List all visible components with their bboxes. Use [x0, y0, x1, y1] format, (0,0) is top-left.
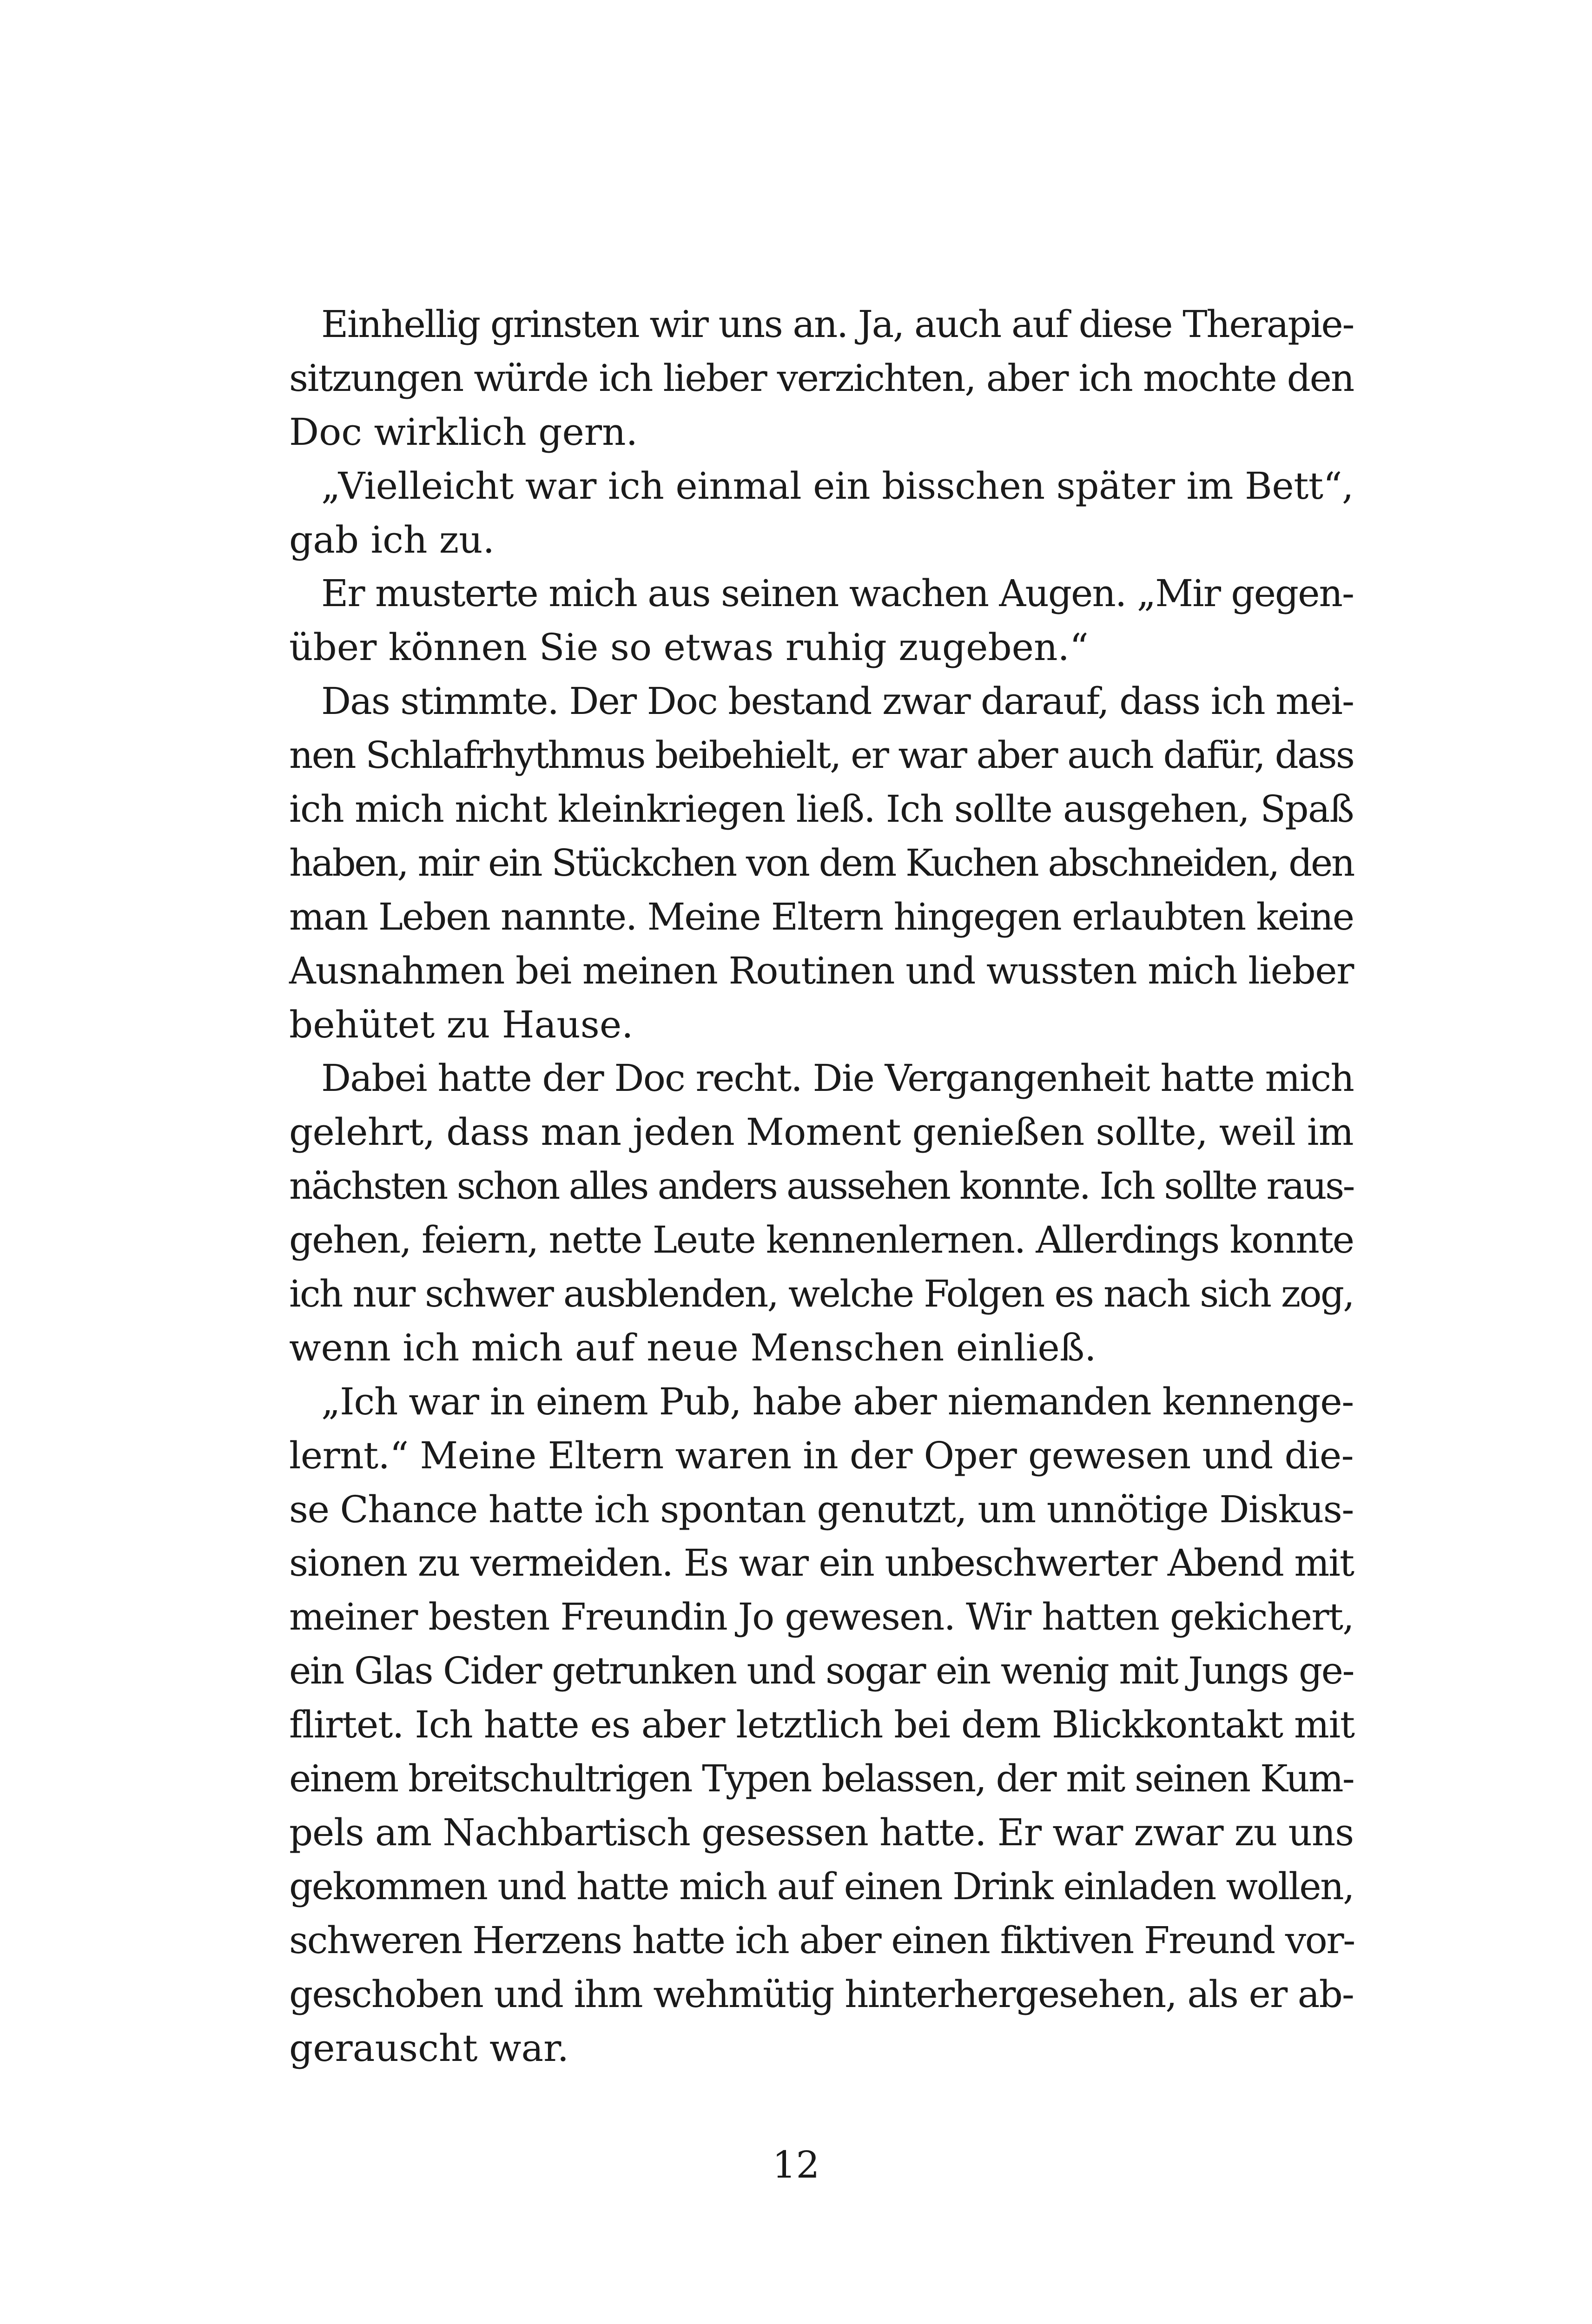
text-line: gab ich zu.: [289, 518, 495, 561]
text-line: gekommen und hatte mich auf einen Drink einladen wollen,: [289, 1864, 1354, 1908]
text-line: schweren Herzens hatte ich aber einen fiktiven Freund vor-: [289, 1918, 1354, 1962]
text-line: Das stimmte. Der Doc bestand zwar darauf, dass ich mei-: [321, 680, 1354, 723]
text-line: Doc wirklich gern.: [289, 410, 638, 454]
text-line: gelehrt, dass man jeden Moment genießen sollte, weil im: [289, 1110, 1354, 1154]
text-line: nächsten schon alles anders aussehen konnte. Ich sollte raus-: [289, 1164, 1354, 1208]
text-line: Einhellig grinsten wir uns an. Ja, auch auf diese Therapie-: [321, 303, 1354, 346]
text-line: haben, mir ein Stückchen von dem Kuchen abschneiden, den: [289, 841, 1354, 885]
page-number: 12: [772, 2143, 820, 2186]
text-line: ein Glas Cider getrunken und sogar ein wenig mit Jungs ge-: [289, 1649, 1354, 1693]
text-line: meiner besten Freundin Jo gewesen. Wir hatten gekichert,: [289, 1595, 1354, 1639]
text-line: gehen, feiern, nette Leute kennenlernen. Allerdings konnte: [289, 1218, 1354, 1262]
text-line: über können Sie so etwas ruhig zugeben.“: [289, 626, 1089, 669]
text-line: geschoben und ihm wehmütig hinterhergesehen, als er ab-: [289, 1972, 1354, 2016]
text-line: „Ich war in einem Pub, habe aber niemanden kennenge-: [321, 1380, 1354, 1423]
text-line: se Chance hatte ich spontan genutzt, um unnötige Diskus-: [289, 1487, 1354, 1531]
text-line: flirtet. Ich hatte es aber letztlich bei dem Blickkontakt mit: [289, 1703, 1354, 1747]
text-line: ich mich nicht kleinkriegen ließ. Ich sollte ausgehen, Spaß: [289, 787, 1354, 831]
text-line: pels am Nachbartisch gesessen hatte. Er war zwar zu uns: [289, 1810, 1354, 1854]
text-line: sionen zu vermeiden. Es war ein unbeschwerter Abend mit: [289, 1541, 1354, 1585]
text-line: „Vielleicht war ich einmal ein bisschen später im Bett“,: [321, 464, 1354, 508]
text-line: einem breitschultrigen Typen belassen, der mit seinen Kum-: [289, 1757, 1354, 1801]
text-line: wenn ich mich auf neue Menschen einließ.: [289, 1326, 1097, 1369]
body-text: [289, 297, 1354, 2075]
text-line: ich nur schwer ausblenden, welche Folgen es nach sich zog,: [289, 1272, 1354, 1316]
text-line: behütet zu Hause.: [289, 1003, 634, 1046]
text-line: lernt.“ Meine Eltern waren in der Oper gewesen und die-: [289, 1433, 1354, 1477]
text-line: nen Schlafrhythmus beibehielt, er war aber auch dafür, dass: [289, 733, 1354, 777]
text-line: Dabei hatte der Doc recht. Die Vergangenheit hatte mich: [321, 1056, 1354, 1100]
text-line: sitzungen würde ich lieber verzichten, aber ich mochte den: [289, 356, 1354, 400]
text-line: gerauscht war.: [289, 2026, 569, 2070]
text-line: man Leben nannte. Meine Eltern hingegen erlaubten keine: [289, 895, 1354, 938]
text-line: Er musterte mich aus seinen wachen Augen. „Mir gegen-: [321, 572, 1354, 615]
text-line: Ausnahmen bei meinen Routinen und wussten mich lieber: [289, 949, 1354, 992]
